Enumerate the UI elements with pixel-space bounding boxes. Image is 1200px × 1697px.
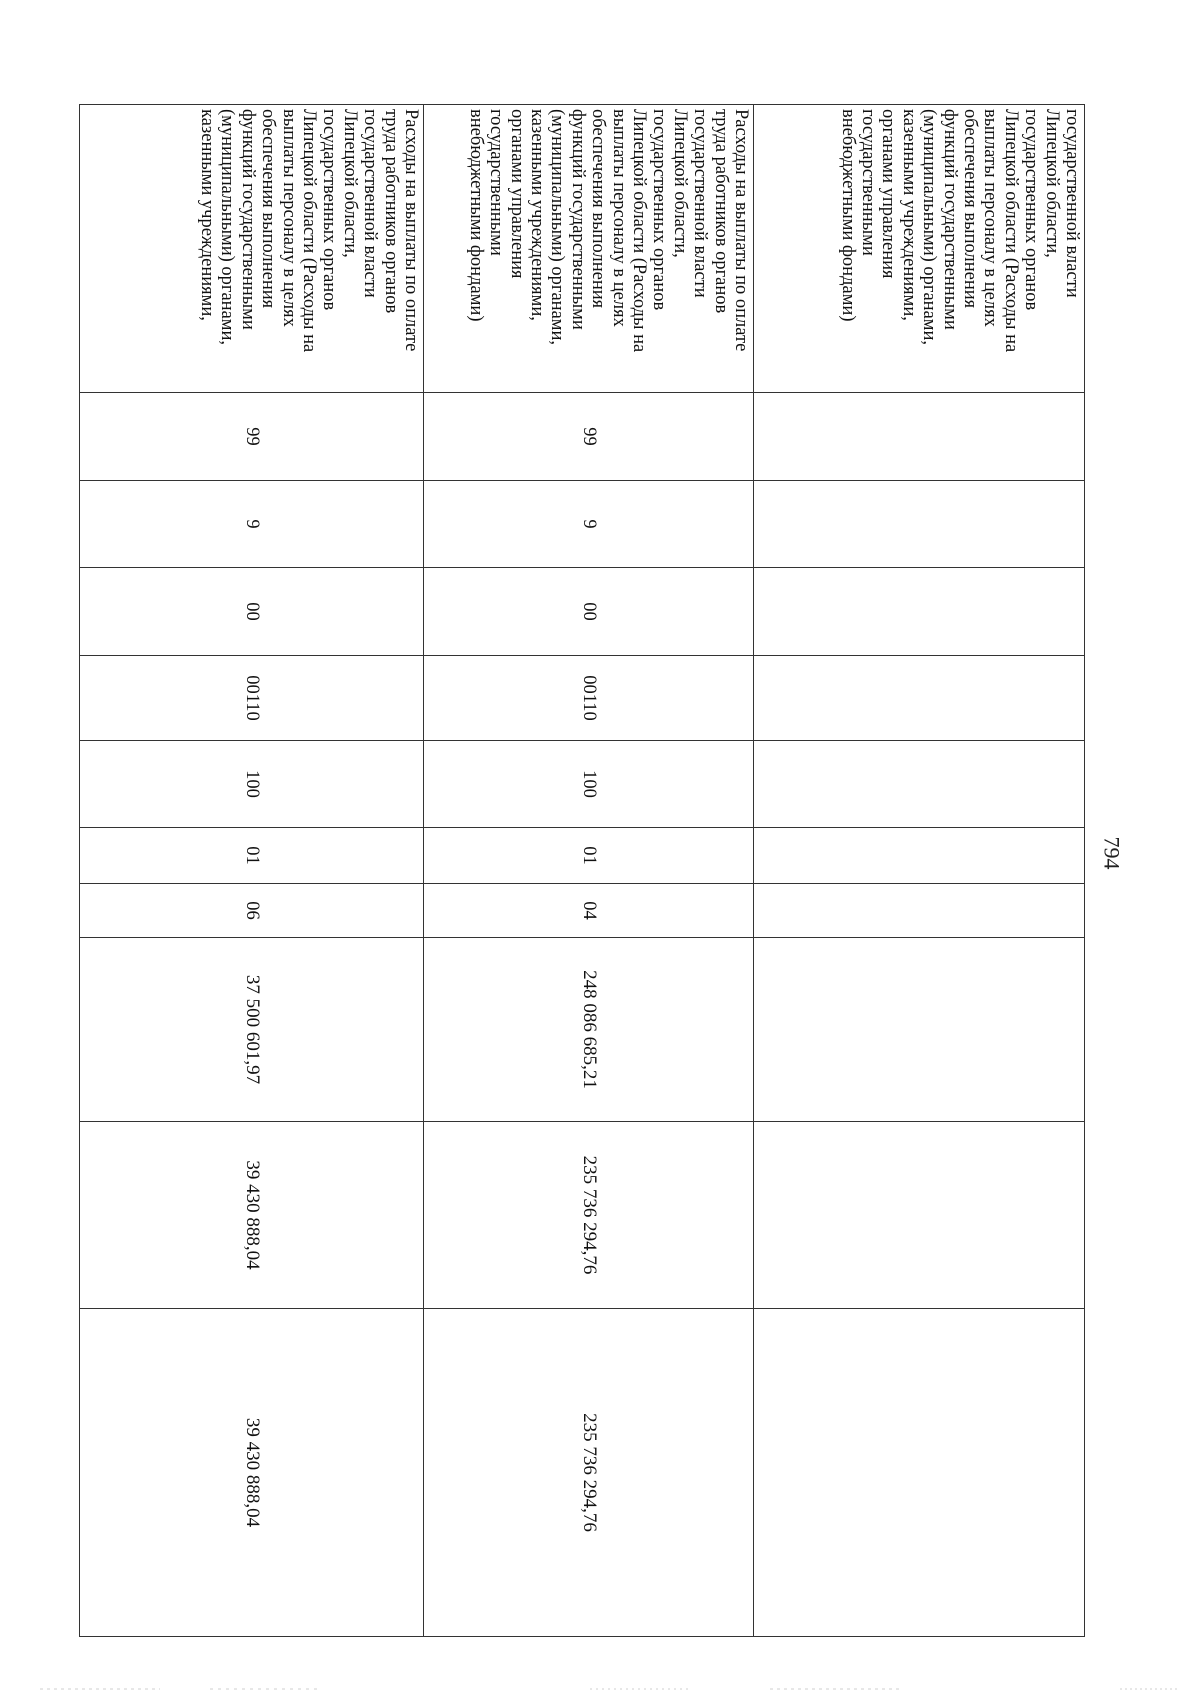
code-cell: 9: [424, 481, 754, 568]
row-name-line: органами управления: [878, 109, 899, 279]
row-name-line: (муниципальными) органами,: [547, 109, 568, 346]
row-name-cell: [80, 105, 424, 393]
row-name-line: казенными учреждениями,: [898, 109, 919, 321]
code-cell: [754, 393, 1085, 481]
row-name-line: Липецкой области,: [669, 109, 690, 258]
code-cell: 01: [80, 828, 424, 884]
code-cell: 00110: [424, 656, 754, 741]
amount-cell: [754, 1122, 1085, 1309]
rotated-table-container: [80, 104, 1085, 1636]
code-cell: [754, 481, 1085, 568]
row-name-line: выплаты персоналу в целях: [278, 109, 299, 327]
table-row: [424, 105, 754, 1637]
budget-table: [79, 104, 1085, 1637]
amount-cell: 235 736 294,76: [424, 1122, 754, 1309]
code-cell: 00110: [80, 656, 424, 741]
row-name-line: труда работников органов: [710, 109, 731, 314]
scan-artifact-line: [0, 1688, 1200, 1691]
code-cell: 100: [424, 741, 754, 828]
row-name-line: выплаты персоналу в целях: [608, 109, 629, 327]
amount-cell: 39 430 888,04: [80, 1122, 424, 1309]
row-name-line: обеспечения выполнения: [959, 109, 980, 309]
amount-cell: 248 086 685,21: [424, 938, 754, 1122]
row-name-line: (муниципальными) органами,: [919, 109, 940, 346]
code-cell: 06: [80, 884, 424, 938]
table-row: [754, 105, 1085, 1637]
amount-cell: 37 500 601,97: [80, 938, 424, 1122]
row-name-line: государственной власти: [360, 109, 381, 298]
row-name-line: обеспечения выполнения: [588, 109, 609, 309]
row-name-line: казенными учреждениями,: [526, 109, 547, 321]
row-name-line: Липецкой области,: [1041, 109, 1062, 258]
row-name-cell: [754, 105, 1085, 393]
row-name-line: Липецкой области (Расходы на: [628, 109, 649, 353]
row-name-line: Липецкой области (Расходы на: [1000, 109, 1021, 353]
row-name-line: государственных органов: [319, 109, 340, 311]
code-cell: 99: [424, 393, 754, 481]
row-name-line: Липецкой области (Расходы на: [298, 109, 319, 353]
code-cell: [754, 741, 1085, 828]
code-cell: [754, 656, 1085, 741]
table-row: [80, 105, 424, 1637]
row-name-line: государственных органов: [1021, 109, 1042, 311]
row-name-line: функций государственными: [237, 109, 258, 330]
code-cell: 9: [80, 481, 424, 568]
row-name-line: труда работников органов: [380, 109, 401, 314]
row-name-cell: [424, 105, 754, 393]
row-name-line: Липецкой области,: [339, 109, 360, 258]
code-cell: 04: [424, 884, 754, 938]
code-cell: [754, 884, 1085, 938]
row-name-line: обеспечения выполнения: [258, 109, 279, 309]
row-name-line: внебюджетными фондами): [465, 109, 486, 322]
code-cell: 00: [80, 568, 424, 656]
row-name-line: государственными: [486, 109, 507, 256]
amount-cell: [754, 938, 1085, 1122]
row-name-line: функций государственными: [567, 109, 588, 330]
code-cell: 100: [80, 741, 424, 828]
row-name-line: Расходы на выплаты по оплате: [401, 109, 421, 352]
row-name-line: казенными учреждениями,: [196, 109, 217, 321]
page-number: 794: [1099, 836, 1125, 870]
code-cell: [754, 828, 1085, 884]
table-body: [80, 105, 1085, 1637]
row-name-line: выплаты персоналу в целях: [980, 109, 1001, 327]
code-cell: 99: [80, 393, 424, 481]
code-cell: 00: [424, 568, 754, 656]
row-name-line: (муниципальными) органами,: [217, 109, 238, 346]
row-name-line: государственных органов: [649, 109, 670, 311]
row-name-line: органами управления: [506, 109, 527, 279]
row-name-line: государственной власти: [1062, 109, 1082, 298]
code-cell: 01: [424, 828, 754, 884]
amount-cell: 235 736 294,76: [424, 1309, 754, 1637]
row-name-line: внебюджетными фондами): [837, 109, 858, 322]
amount-cell: [754, 1309, 1085, 1637]
row-name-line: Расходы на выплаты по оплате: [731, 109, 751, 352]
row-name-line: функций государственными: [939, 109, 960, 330]
row-name-line: государственной власти: [690, 109, 711, 298]
row-name-line: государственными: [857, 109, 878, 256]
code-cell: [754, 568, 1085, 656]
amount-cell: 39 430 888,04: [80, 1309, 424, 1637]
